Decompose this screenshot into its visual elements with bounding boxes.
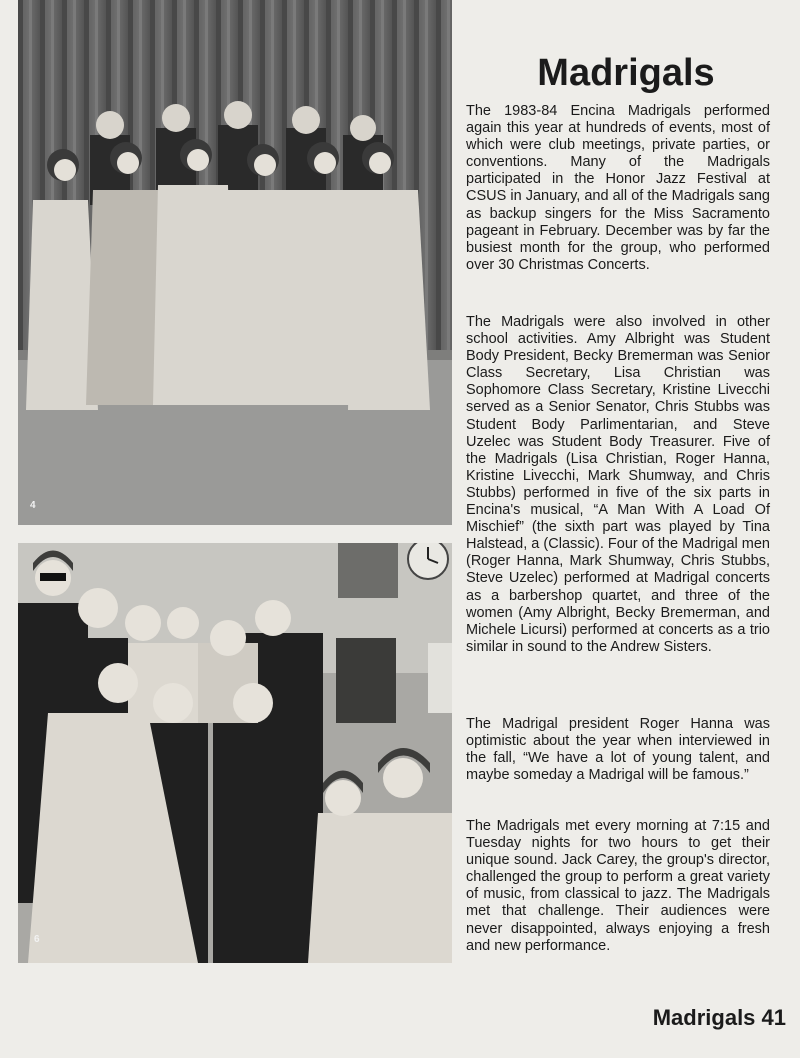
classroom-group-photo: [18, 543, 452, 963]
article-paragraph: The Madrigals were also involved in other school activities. Amy Albright was Student Body President, Becky Bremerman was Senior Class Secretary, Lisa Christian was Sophomore Class Secretary, Kristine Livecchi served as a Senior Senator, Chris Stubbs was Student Body Parlimentarian, and Steve Uzelec was Student Body Treasurer. Five of the Madrigals (Lisa Christian, Roger Hanna, Kristine Livecchi, Mark Shumway, and Chris Stubbs) performed in five of the six parts in Encina's musical, “A Man With A Load Of Mischief” (the sixth part was played by Tina Halstead, a (Classic). Four of the Madrigal men (Roger Hanna, Mark Shumway, Chris Stubbs, Steve Uzelec) performed at Madrigal concerts as a barbershop quartet, and three of the women (Amy Albright, Becky Bremerman, and Michele Licursi) performed at concerts as a trio similar in sound to the Andrew Sisters.: [466, 314, 770, 655]
photo-number: 6: [34, 934, 40, 945]
article-paragraph: The Madrigals met every morning at 7:15 and Tuesday nights for two hours to get their unique sound. Jack Carey, the group's director, challenged the group to perform a great variety of music, from classical to jazz. The Madrigals met that challenge. Their audiences were never disappointed, always enjoying a fresh and new performance.: [466, 818, 770, 954]
page-footer: Madrigals 41: [652, 1005, 786, 1030]
group-portrait-photo: [18, 0, 452, 525]
page-title: Madrigals: [537, 52, 715, 94]
article-paragraph: The 1983-84 Encina Madrigals performed again this year at hundreds of events, most of which were club meetings, private parties, or conventions. Many of the Madrigals participated in the Honor Jazz Festival at CSUS in January, and all of the Madrigals sang as backup singers for the Miss Sacramento pageant in February. December was by far the busiest month for the group, who performed over 30 Christmas Concerts.: [466, 103, 770, 273]
article-paragraph: The Madrigal president Roger Hanna was optimistic about the year when interviewed in the fall, “We have a lot of young talent, and maybe someday a Madrigal will be famous.”: [466, 716, 770, 784]
photo-number: 4: [30, 500, 36, 511]
